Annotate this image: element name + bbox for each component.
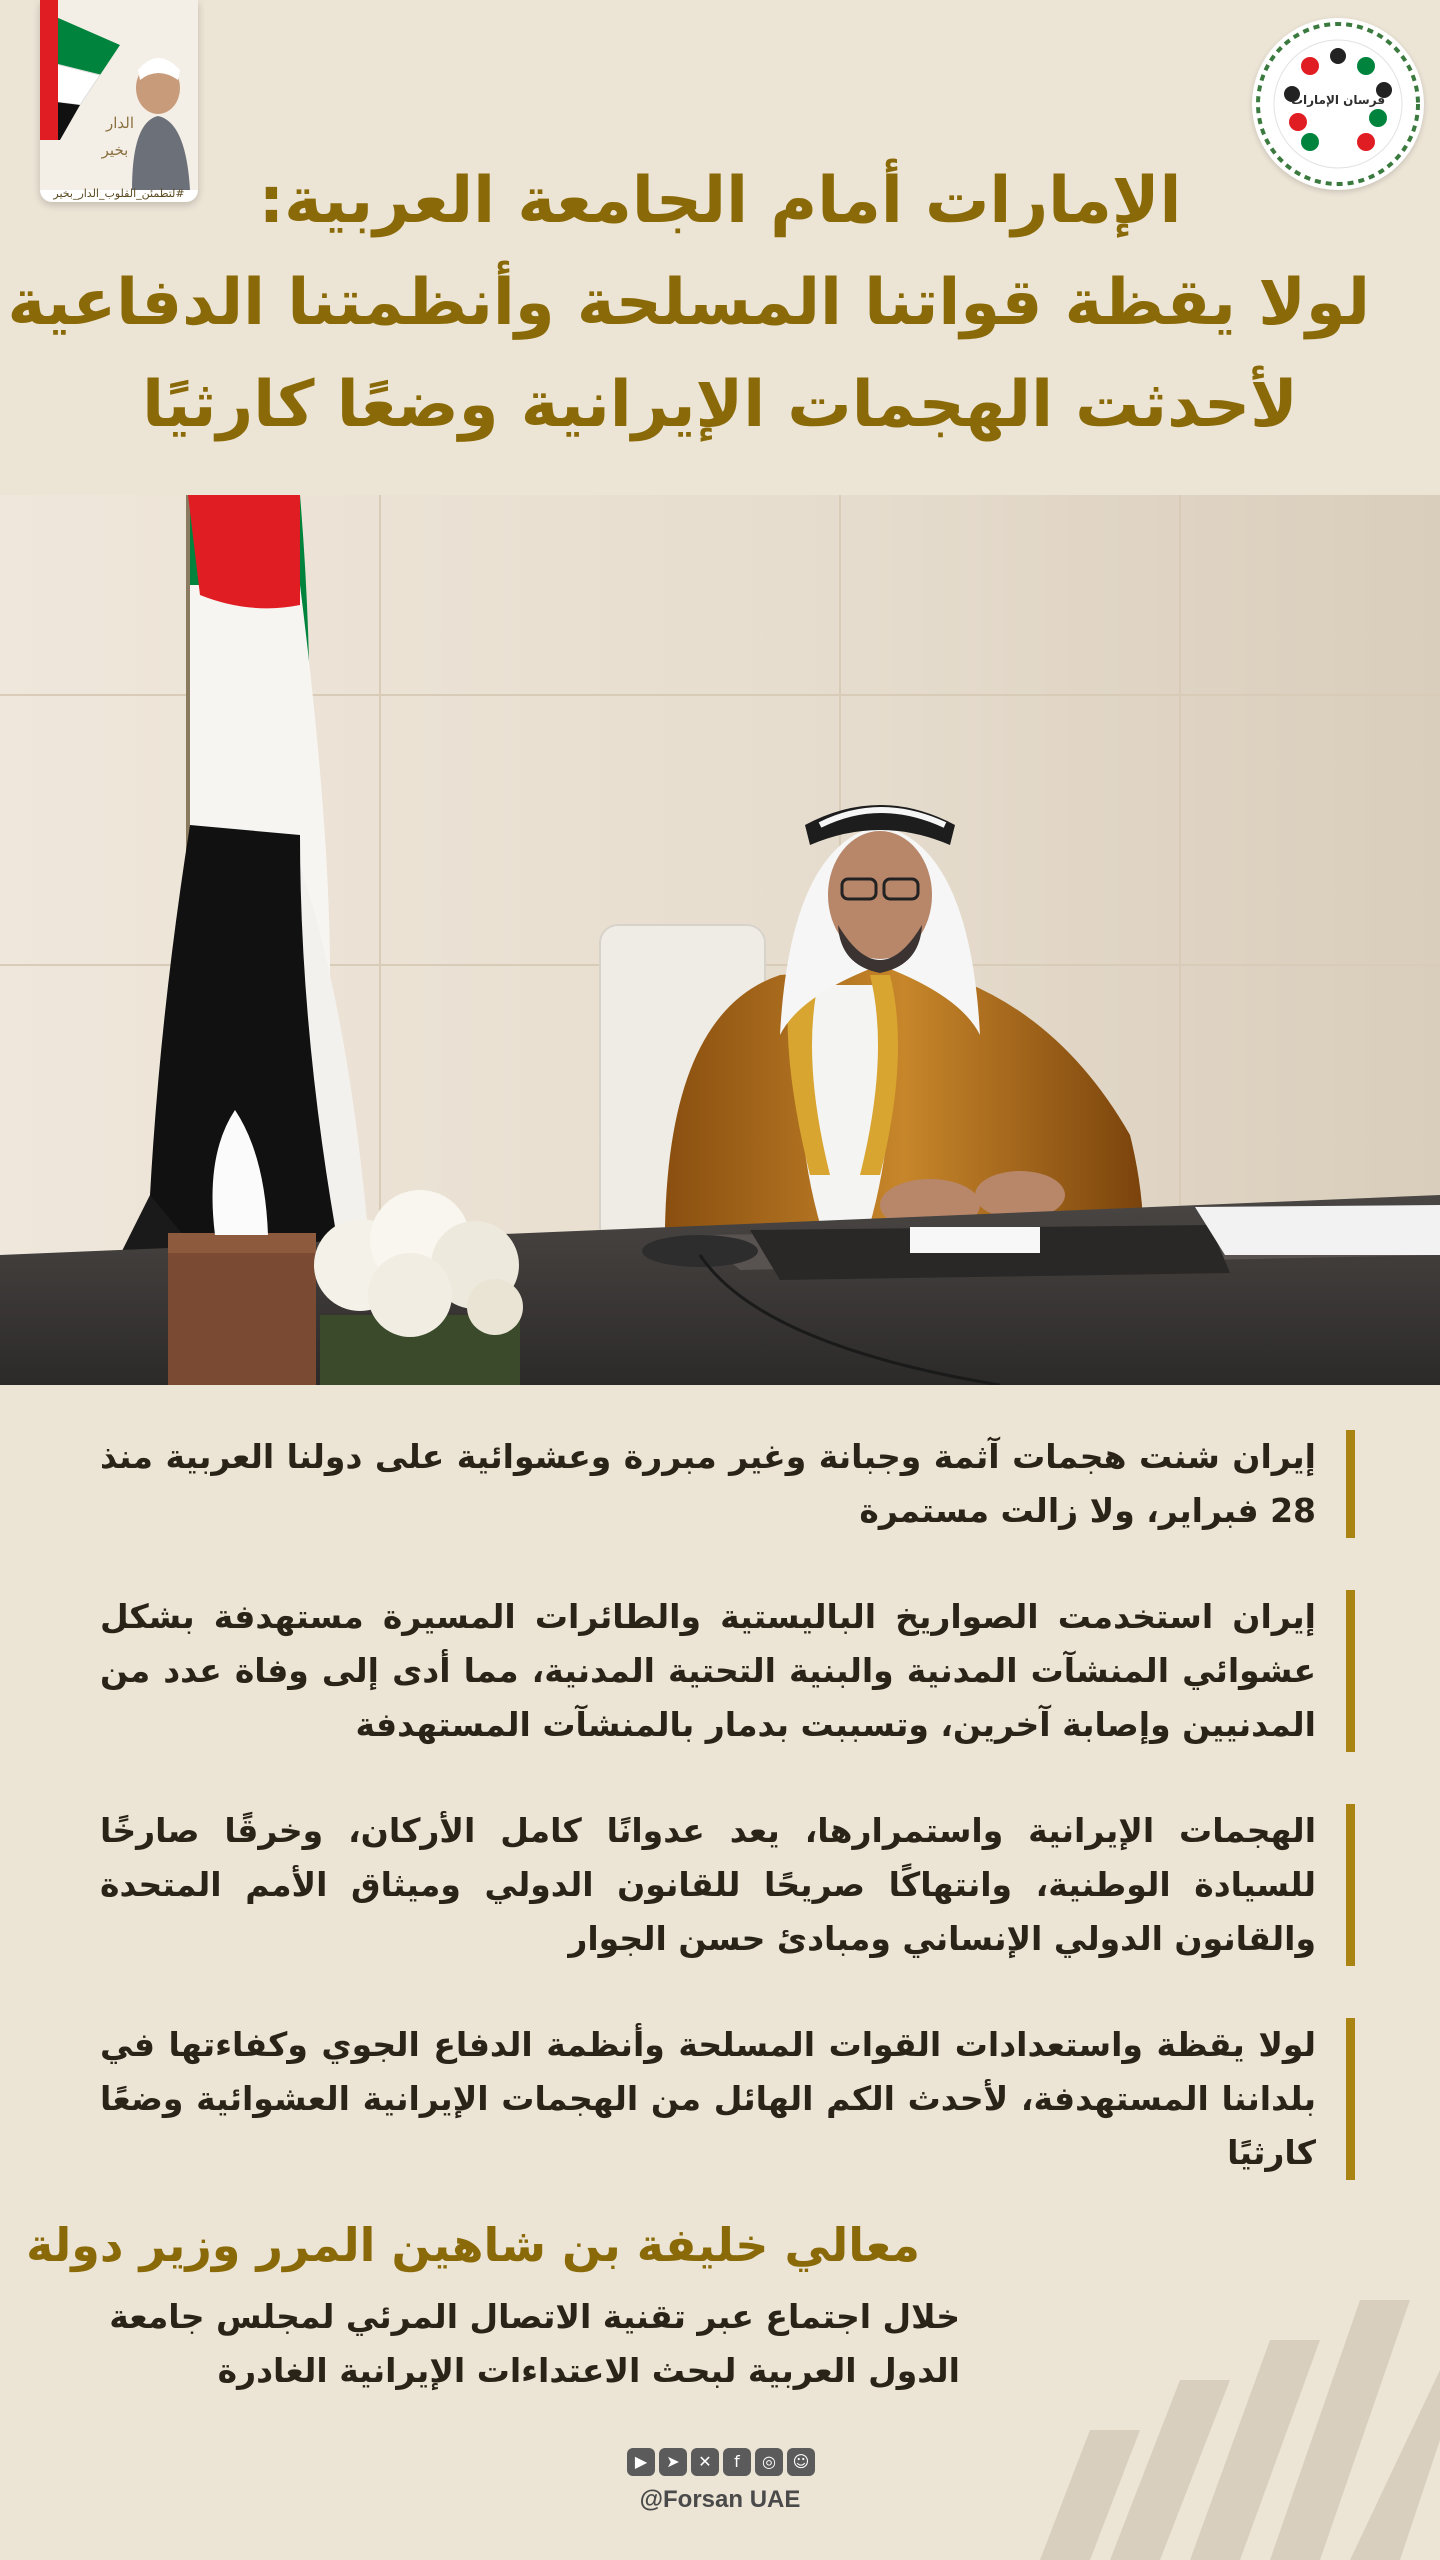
statement-bullets [100,1430,1355,2232]
decorative-stripes [1030,2260,1440,2560]
meeting-photo [0,495,1440,1385]
headline [7,150,1370,456]
headline-line-1: الإمارات أمام الجامعة العربية: [258,164,1182,238]
x-icon[interactable]: ✕ [691,2448,719,2476]
instagram-icon[interactable]: ◎ [755,2448,783,2476]
speaker-name: معالي خليفة بن شاهين المرر وزير دولة [26,2218,920,2272]
telegram-icon[interactable]: ➤ [659,2448,687,2476]
bullet-1: إيران شنت هجمات آثمة وجبانة وغير مبررة وعشوائية على دولنا العربية منذ 28 فبراير، ولا زالت مستمرة [100,1430,1355,1538]
svg-text:الدار: الدار [105,114,135,132]
bullet-4: لولا يقظة واستعدادات القوات المسلحة وأنظمة الدفاع الجوي وكفاءتها في بلداننا المستهدفة، لأحدث الكم الهائل من الهجمات الإيرانية العشوائية وضعًا كارثيًا [100,2018,1355,2180]
youtube-icon[interactable]: ▶ [627,2448,655,2476]
facebook-icon[interactable]: f [723,2448,751,2476]
bullet-3: الهجمات الإيرانية واستمرارها، يعد عدوانًا كامل الأركان، وخرقًا صارخًا للسيادة الوطنية، وانتهاكًا صريحًا للقانون الدولي وميثاق الأمم المتحدة والقانون الدولي الإنساني ومبادئ حسن الجوار [100,1804,1355,1966]
svg-text:بخير: بخير [101,141,129,159]
speaker-context: خلال اجتماع عبر تقنية الاتصال المرئي لمجلس جامعة الدول العربية لبحث الاعتداءات الإيرانية الغادرة [109,2297,960,2390]
snapchat-icon[interactable]: ☺ [787,2448,815,2476]
portrait-caption: #لتطمئن_القلوب_الدار_بخير [53,187,185,200]
logo-name: فرسان الإمارات [1290,93,1386,107]
social-icons [626,2448,816,2482]
account-handle[interactable]: @Forsan UAE [639,2486,801,2513]
headline-line-2: لولا يقظة قواتنا المسلحة وأنظمتنا الدفاعية [7,266,1370,340]
bullet-2: إيران استخدمت الصواريخ الباليستية والطائرات المسيرة مستهدفة بشكل عشوائي المنشآت المدنية والبنية التحتية المدنية، مما أدى إلى وفاة عدد من المدنيين وإصابة آخرين، وتسببت بدمار بالمنشآت المستهدفة [100,1590,1355,1752]
headline-line-3: لأحدثت الهجمات الإيرانية وضعًا كارثيًا [142,368,1298,442]
